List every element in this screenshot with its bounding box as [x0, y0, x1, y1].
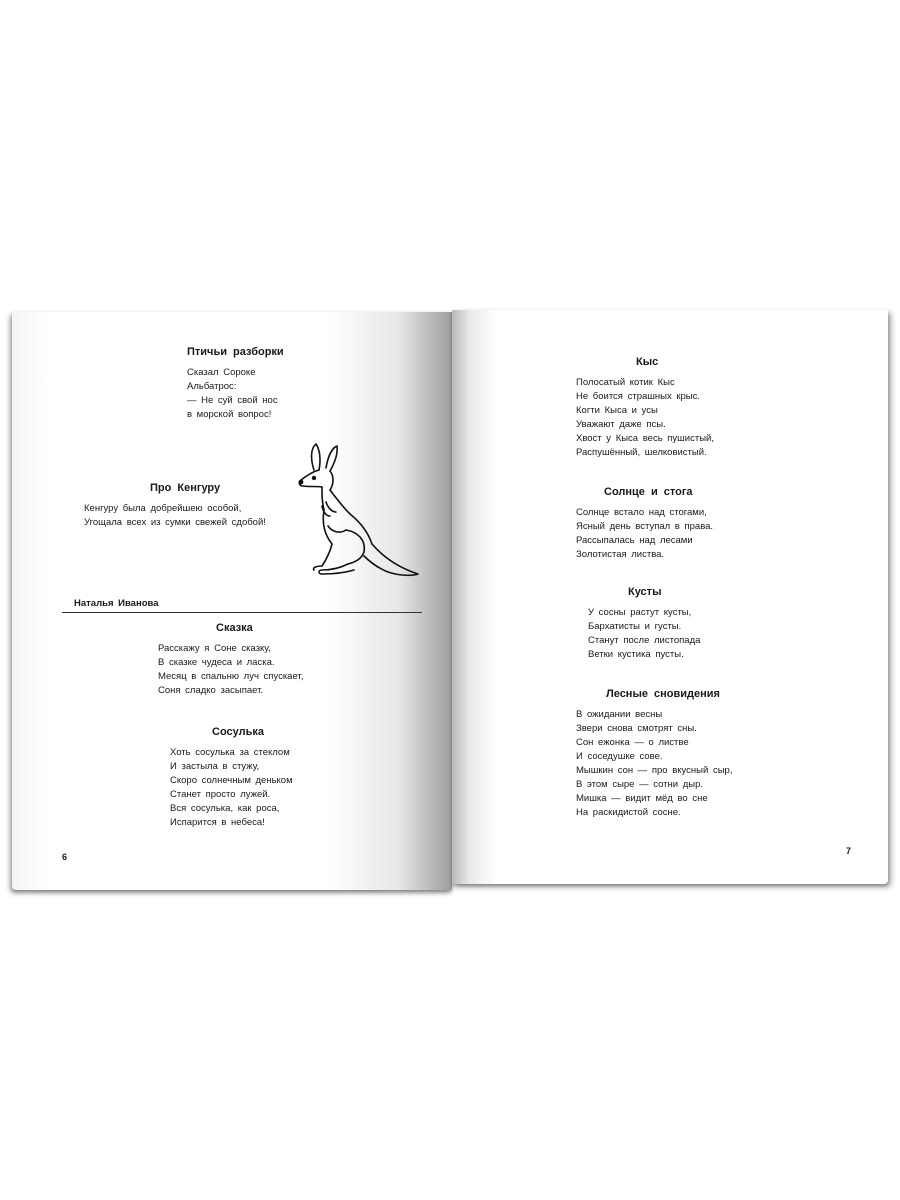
poem-line: В этом сыре — сотни дыр.	[576, 779, 704, 790]
poem-line: Мышкин сон — про вкусный сыр,	[576, 765, 733, 776]
poem-line: Станут после листопада	[588, 635, 701, 646]
poem-line: Хоть сосулька за стеклом	[170, 747, 290, 758]
poem-line: В сказке чудеса и ласка.	[158, 657, 275, 668]
poem-line: Сказал Сороке	[187, 367, 256, 378]
kangaroo-illustration	[292, 440, 422, 580]
left-page	[12, 312, 452, 890]
poem-line: Угощала всех из сумки свежей сдобой!	[84, 517, 266, 528]
poem-line: Бархатисты и густы.	[588, 621, 682, 632]
poem-kusty	[588, 586, 700, 662]
poem-lesnye-snovideniya	[576, 688, 732, 820]
poem-line: Скоро солнечным деньком	[170, 775, 293, 786]
poem-line: Ветки кустика пусты.	[588, 649, 684, 660]
poem-line: Станет просто лужей.	[170, 789, 271, 800]
poem-line: Золотистая листва.	[576, 549, 665, 560]
right-page	[452, 310, 888, 884]
poem-line: И застыла в стужу,	[170, 761, 260, 772]
poem-body	[158, 642, 303, 698]
poem-line: Соня сладко засыпает.	[158, 685, 264, 696]
poem-line: Расскажу я Соне сказку,	[158, 643, 271, 654]
author-name: Наталья Иванова	[74, 598, 159, 609]
poem-line: Кенгуру была добрейшею особой,	[84, 503, 242, 514]
poem-line: Хвост у Кыса весь пушистый,	[576, 433, 714, 444]
page-number: 6	[62, 852, 68, 862]
poem-title: Кусты	[628, 586, 662, 598]
poem-line: Солнце встало над стогами,	[576, 507, 707, 518]
poem-line: Рассыпалась над лесами	[576, 535, 693, 546]
poem-line: — Не суй свой нос	[187, 395, 278, 406]
poem-line: Испарится в небеса!	[170, 817, 265, 828]
poem-title: Кыс	[636, 356, 659, 368]
poem-line: Распушённый, шелковистый.	[576, 447, 707, 458]
poem-sosulka	[170, 726, 293, 830]
poem-title: Сказка	[216, 622, 253, 634]
poem-body	[588, 606, 700, 662]
poem-body	[576, 506, 713, 562]
poem-title: Сосулька	[212, 726, 264, 738]
poem-line: Когти Кыса и усы	[576, 405, 658, 416]
poem-skazka	[158, 622, 303, 698]
poem-line: Мишка — видит мёд во сне	[576, 793, 708, 804]
poem-line: У сосны растут кусты,	[588, 607, 692, 618]
poem-body	[187, 366, 284, 422]
poem-line: Не боится страшных крыс.	[576, 391, 701, 402]
poem-title: Лесные сновидения	[606, 688, 720, 700]
poem-ptichi-razborki	[187, 346, 284, 422]
poem-line: Сон ежонка — о листве	[576, 737, 689, 748]
poem-line: Ясный день вступал в права.	[576, 521, 714, 532]
poem-line: И соседушке сове.	[576, 751, 663, 762]
poem-line: Полосатый котик Кыс	[576, 377, 675, 388]
poem-line: На раскидистой сосне.	[576, 807, 681, 818]
poem-body	[576, 376, 714, 460]
poem-line: В ожидании весны	[576, 709, 663, 720]
poem-body	[170, 746, 293, 830]
poem-body	[576, 708, 732, 820]
poem-line: Альбатрос:	[187, 381, 237, 392]
divider-line	[62, 612, 422, 613]
poem-line: Вся сосулька, как роса,	[170, 803, 280, 814]
poem-title: Солнце и стога	[604, 486, 693, 498]
page-number: 7	[846, 846, 852, 856]
poem-line: Уважают даже псы.	[576, 419, 666, 430]
poem-body	[84, 502, 266, 530]
poem-title: Птичьи разборки	[187, 346, 284, 358]
poem-kys	[576, 356, 714, 460]
poem-line: в морской вопрос!	[187, 409, 272, 420]
poem-pro-kenguru	[84, 482, 266, 530]
poem-line: Звери снова смотрят сны.	[576, 723, 697, 734]
poem-solntse-i-stoga	[576, 486, 713, 562]
open-book	[12, 302, 888, 892]
poem-line: Месяц в спальню луч спускает,	[158, 671, 304, 682]
poem-title: Про Кенгуру	[150, 482, 221, 494]
